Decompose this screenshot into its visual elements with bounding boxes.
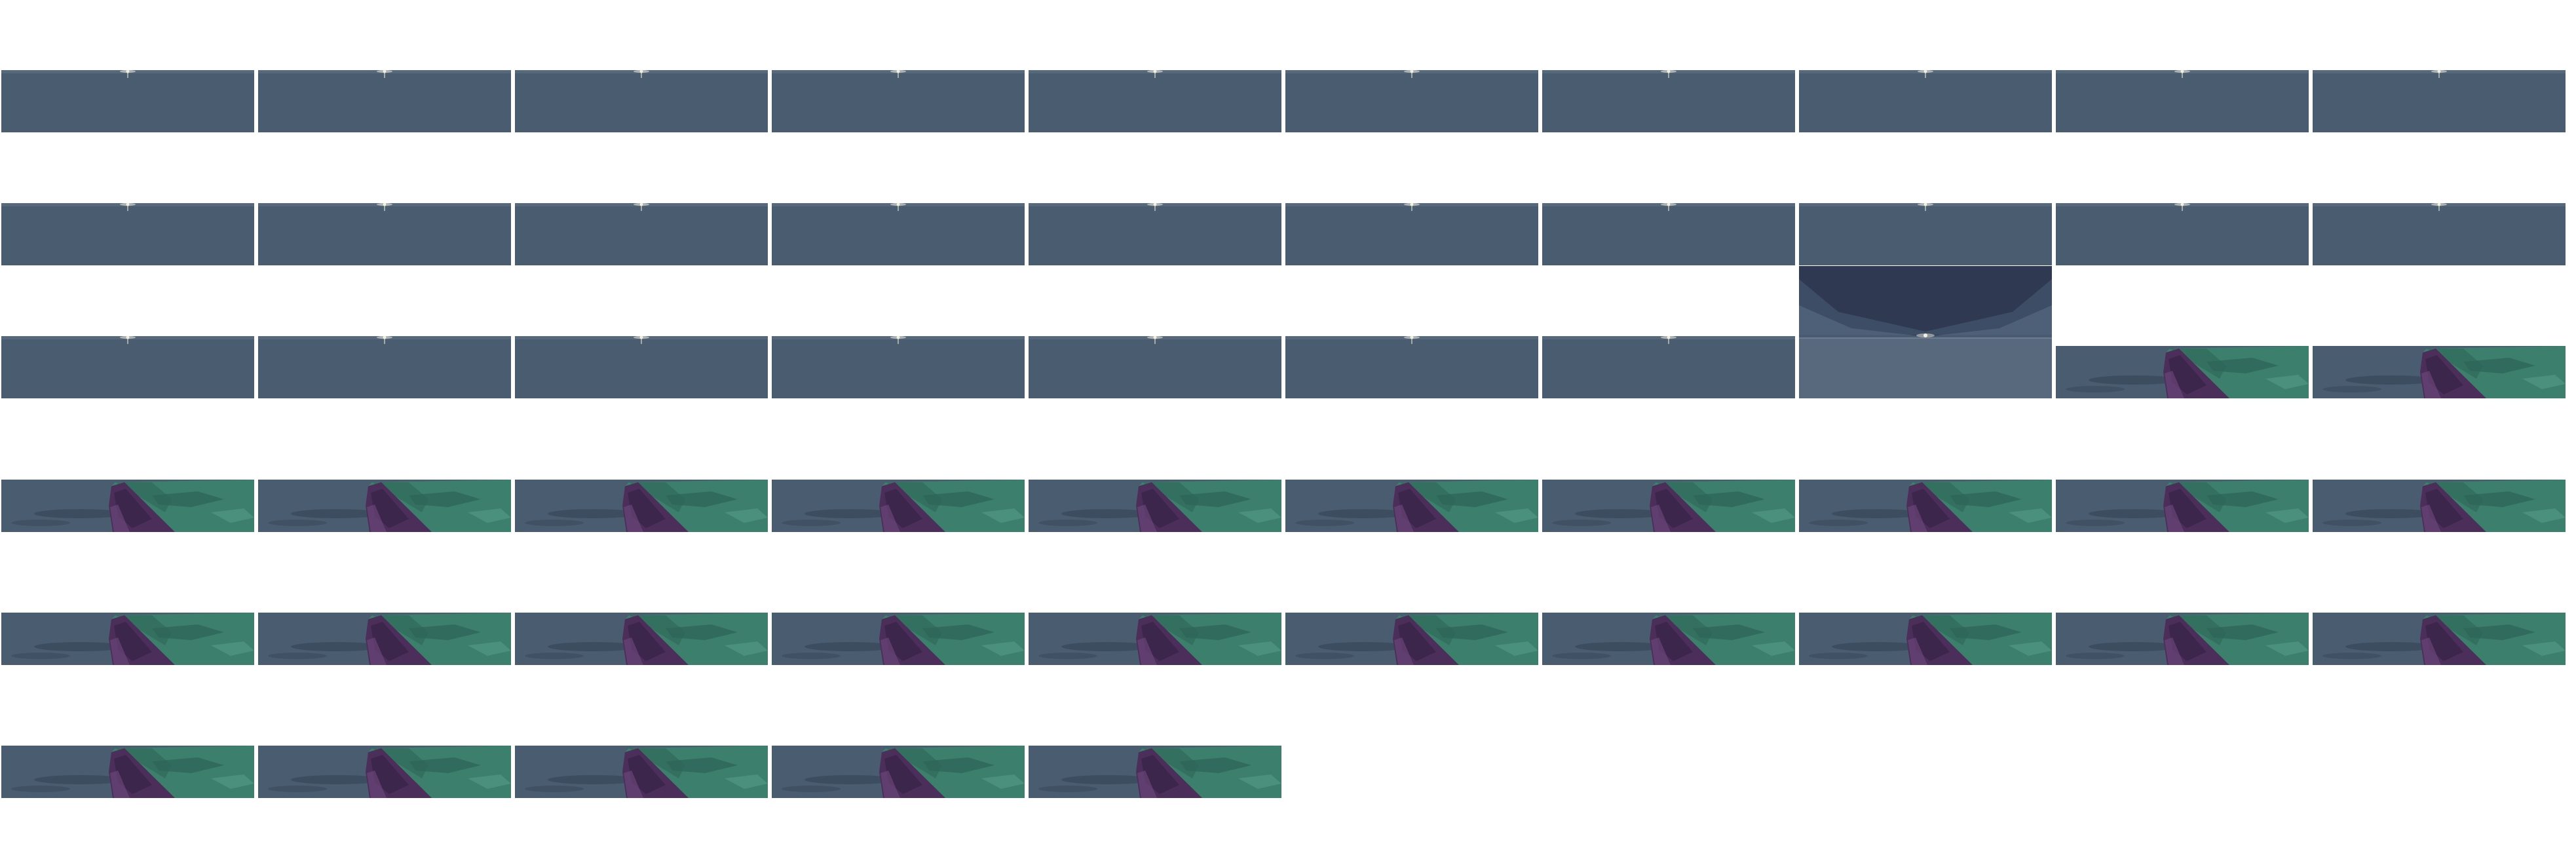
- frame-52: [258, 746, 511, 798]
- water-shadow: [782, 520, 841, 526]
- frame-scene-horizon: [515, 70, 768, 132]
- water-shadow: [1038, 520, 1097, 526]
- sea: [258, 203, 511, 265]
- frame-scene-horizon: [772, 203, 1025, 265]
- frame-46: [1285, 613, 1538, 665]
- frame-scene-cliff: [772, 480, 1025, 532]
- frame-scene-horizon: [1, 203, 254, 265]
- frame-scene-cliff: [1285, 480, 1538, 532]
- water-shadow: [2066, 386, 2125, 392]
- frame-scene-horizon: [1542, 203, 1795, 265]
- water-shadow: [525, 786, 584, 792]
- frame-scene-cliff: [1285, 613, 1538, 665]
- frame-scene-cliff: [258, 746, 511, 798]
- sea: [258, 70, 511, 132]
- frame-scene-cliff: [2313, 480, 2566, 532]
- frame-scene-horizon: [1029, 70, 1281, 132]
- frame-17: [1542, 203, 1795, 265]
- frame-scene-horizon: [258, 70, 511, 132]
- water-shadow: [525, 653, 584, 659]
- frame-scene-cliff: [258, 613, 511, 665]
- frame-scene-cliff: [1799, 480, 2052, 532]
- frame-scene-cliff: [1029, 480, 1281, 532]
- water-shadow: [1809, 653, 1868, 659]
- sea: [2056, 70, 2309, 132]
- sea: [1542, 70, 1795, 132]
- water-shadow: [268, 520, 327, 526]
- sea: [1285, 203, 1538, 265]
- frame-27: [1542, 336, 1795, 398]
- water-shadow: [782, 653, 841, 659]
- sea: [1799, 338, 2052, 398]
- frame-scene-cliff: [1, 480, 254, 532]
- sea: [1029, 70, 1281, 132]
- water-shadow: [268, 653, 327, 659]
- frame-scene-horizon: [1799, 70, 2052, 132]
- frame-41: [1, 613, 254, 665]
- frame-scene-horizon: [2313, 70, 2566, 132]
- water-shadow: [525, 520, 584, 526]
- frame-33: [515, 480, 768, 532]
- frame-scene-cliff: [772, 613, 1025, 665]
- frame-scene-horizon: [1542, 336, 1795, 398]
- frame-scene-horizon: [772, 70, 1025, 132]
- frame-scene-horizon: [1285, 70, 1538, 132]
- frame-scene-cliff: [1542, 613, 1795, 665]
- frame-scene-cliff: [515, 746, 768, 798]
- frame-8: [1799, 70, 2052, 132]
- frame-9: [2056, 70, 2309, 132]
- frame-35: [1029, 480, 1281, 532]
- frame-55: [1029, 746, 1281, 798]
- frame-13: [515, 203, 768, 265]
- frame-scene-cliff: [515, 480, 768, 532]
- sea: [1285, 70, 1538, 132]
- frame-12: [258, 203, 511, 265]
- frame-25: [1029, 336, 1281, 398]
- frame-5: [1029, 70, 1281, 132]
- frame-30: [2313, 346, 2566, 398]
- frame-45: [1029, 613, 1281, 665]
- frame-scene-cliff: [258, 480, 511, 532]
- frame-scene-horizon: [515, 336, 768, 398]
- frame-22: [258, 336, 511, 398]
- frame-31: [1, 480, 254, 532]
- frame-scene-horizon: [258, 203, 511, 265]
- sea: [1, 336, 254, 398]
- frame-scene-horizon: [1285, 336, 1538, 398]
- water-shadow: [1552, 653, 1611, 659]
- sea: [772, 70, 1025, 132]
- frame-40: [2313, 480, 2566, 532]
- frame-14: [772, 203, 1025, 265]
- water-shadow: [268, 786, 327, 792]
- frame-scene-cliff: [772, 746, 1025, 798]
- sea: [1, 70, 254, 132]
- sea: [1799, 70, 2052, 132]
- water-shadow: [2322, 653, 2381, 659]
- frame-44: [772, 613, 1025, 665]
- sea: [1, 203, 254, 265]
- frame-29: [2056, 346, 2309, 398]
- frame-scene-horizon: [515, 203, 768, 265]
- frame-47: [1542, 613, 1795, 665]
- frame-scene-cliff: [2313, 346, 2566, 398]
- water-shadow: [11, 653, 70, 659]
- frame-scene-cliff: [2056, 613, 2309, 665]
- water-shadow: [782, 786, 841, 792]
- water-shadow: [11, 520, 70, 526]
- frame-26: [1285, 336, 1538, 398]
- sun: [1923, 333, 1927, 337]
- water-shadow: [1295, 520, 1354, 526]
- frame-scene-cliff: [2313, 613, 2566, 665]
- frame-2: [258, 70, 511, 132]
- water-shadow: [1809, 520, 1868, 526]
- frame-34: [772, 480, 1025, 532]
- frame-scene-cliff: [1542, 480, 1795, 532]
- sea: [772, 336, 1025, 398]
- frame-scene-horizon: [1, 70, 254, 132]
- water-shadow: [2322, 386, 2381, 392]
- frame-scene-cliff: [1029, 613, 1281, 665]
- water-shadow: [1552, 520, 1611, 526]
- sea: [1029, 336, 1281, 398]
- frame-42: [258, 613, 511, 665]
- frame-19: [2056, 203, 2309, 265]
- sea: [515, 336, 768, 398]
- frame-6: [1285, 70, 1538, 132]
- sea: [1029, 203, 1281, 265]
- frame-23: [515, 336, 768, 398]
- frame-scene-cliff: [1029, 746, 1281, 798]
- frame-32: [258, 480, 511, 532]
- frame-scene-cliff: [2056, 480, 2309, 532]
- frame-24: [772, 336, 1025, 398]
- frame-scene-horizon: [1542, 70, 1795, 132]
- frame-1: [1, 70, 254, 132]
- water-shadow: [1038, 653, 1097, 659]
- frame-scene-cliff: [1, 613, 254, 665]
- frame-53: [515, 746, 768, 798]
- sea: [2313, 203, 2566, 265]
- frame-49: [2056, 613, 2309, 665]
- frame-scene-cliff: [2056, 346, 2309, 398]
- water-shadow: [1295, 653, 1354, 659]
- frame-scene-cliff: [1799, 613, 2052, 665]
- sea: [515, 70, 768, 132]
- frame-18: [1799, 203, 2052, 265]
- frame-3: [515, 70, 768, 132]
- frame-38: [1799, 480, 2052, 532]
- frame-scene-cliff: [1, 746, 254, 798]
- frame-21: [1, 336, 254, 398]
- frame-scene-cliff: [515, 613, 768, 665]
- frame-scene-horizon: [1285, 203, 1538, 265]
- frame-28: [1799, 266, 2052, 398]
- water-shadow: [1038, 786, 1097, 792]
- frame-16: [1285, 203, 1538, 265]
- frame-10: [2313, 70, 2566, 132]
- frame-11: [1, 203, 254, 265]
- sea: [1285, 336, 1538, 398]
- frame-37: [1542, 480, 1795, 532]
- frame-scene-horizon: [1029, 203, 1281, 265]
- water-shadow: [11, 786, 70, 792]
- frame-scene-horizon: [2313, 203, 2566, 265]
- frame-scene-sky: [1799, 266, 2052, 398]
- frame-scene-horizon: [1, 336, 254, 398]
- frame-15: [1029, 203, 1281, 265]
- frame-scene-horizon: [772, 336, 1025, 398]
- frame-43: [515, 613, 768, 665]
- frame-4: [772, 70, 1025, 132]
- frame-54: [772, 746, 1025, 798]
- water-shadow: [2322, 520, 2381, 526]
- frame-50: [2313, 613, 2566, 665]
- sea: [515, 203, 768, 265]
- frame-scene-horizon: [2056, 203, 2309, 265]
- sea: [1542, 203, 1795, 265]
- water-shadow: [2066, 520, 2125, 526]
- sea: [2056, 203, 2309, 265]
- frame-20: [2313, 203, 2566, 265]
- water-shadow: [2066, 653, 2125, 659]
- sea: [772, 203, 1025, 265]
- frame-48: [1799, 613, 2052, 665]
- frame-51: [1, 746, 254, 798]
- frame-scene-horizon: [1029, 336, 1281, 398]
- frame-scene-horizon: [1799, 203, 2052, 265]
- frame-7: [1542, 70, 1795, 132]
- frame-36: [1285, 480, 1538, 532]
- sea: [1542, 336, 1795, 398]
- sea: [258, 336, 511, 398]
- frame-39: [2056, 480, 2309, 532]
- sea: [2313, 70, 2566, 132]
- frame-scene-horizon: [258, 336, 511, 398]
- sea: [1799, 203, 2052, 265]
- frame-scene-horizon: [2056, 70, 2309, 132]
